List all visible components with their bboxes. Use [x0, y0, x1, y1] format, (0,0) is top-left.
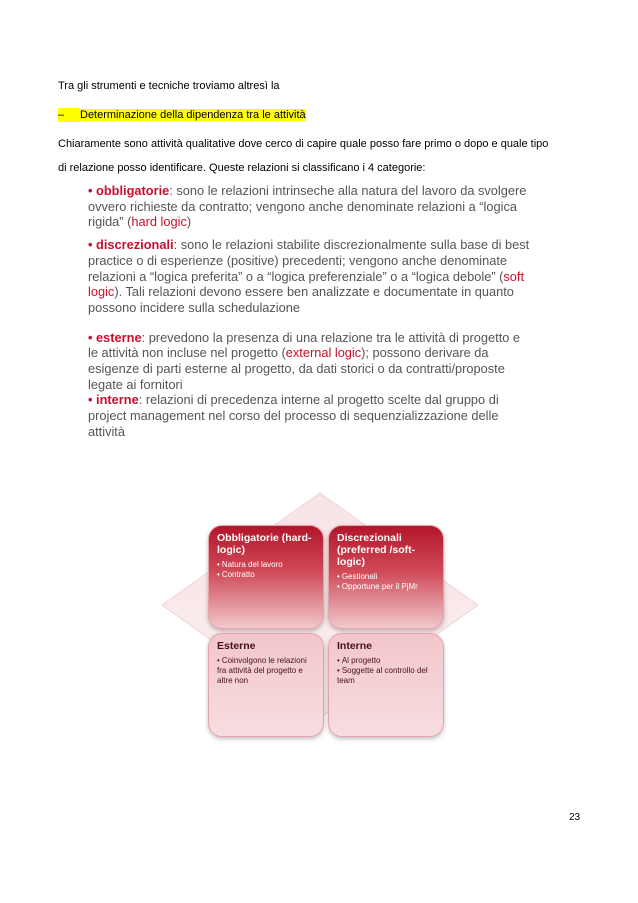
disc-red-2: logic [88, 284, 115, 300]
obbl-text-3: rigida” ( [88, 214, 132, 230]
disc-text-1: : sono le relazioni stabilite discrezionalmente sulla base di best [173, 237, 530, 253]
int-text-2: project management nel corso del processo di sequenzializzazione delle [88, 408, 499, 424]
heading-bullet: – [58, 108, 80, 122]
kw-interne: interne [96, 392, 139, 408]
disc-text-2: practice o di esperienze (positive) precedenti; vengono anche denominate [88, 252, 508, 268]
bullet-dot: • [88, 237, 93, 253]
section-heading [58, 108, 306, 122]
obbl-text-4: ) [186, 214, 192, 230]
kw-obbligatorie: obbligatorie [96, 183, 170, 198]
list-item: • Contratto [217, 570, 315, 580]
list-item: • Natura del lavoro [217, 560, 315, 570]
quadrant-title: Interne [337, 640, 373, 652]
body-line-1: Chiaramente sono attività qualitative dove cerco di capire quale posso fare primo o dopo e quale tipo [58, 138, 549, 150]
quadrant-title: Discrezionali (preferred /soft-logic) [337, 532, 416, 568]
item-esterne [88, 330, 533, 393]
bullet-dot: • [88, 392, 93, 408]
list-item: • Coinvolgono le relazioni fra attività del progetto e altre non [217, 656, 315, 686]
disc-red-1: soft [503, 268, 525, 284]
int-text-3: attività [88, 423, 125, 439]
est-text-1: : prevedono la presenza di una relazione tra le attività di progetto e [141, 329, 521, 345]
disc-text-4: ). Tali relazioni devono essere ben analizzate e documentate in quanto [114, 284, 514, 300]
quadrant-esterne [208, 633, 324, 737]
bullet-dot: • [88, 183, 93, 198]
quadrant-interne [328, 633, 444, 737]
heading-text: Determinazione della dipendenza tra le attività [80, 109, 306, 121]
est-text-5: legate ai fornitori [88, 376, 183, 392]
quadrant-discrezionali [328, 525, 444, 629]
item-discrezionali [88, 237, 533, 316]
list-item: • Al progetto [337, 656, 435, 666]
kw-esterne: esterne [96, 329, 142, 345]
matrix-diagram [160, 490, 480, 760]
est-text-2: le attività non incluse nel progetto ( [88, 345, 286, 361]
quadrant-title: Obbligatorie (hard-logic) [217, 532, 312, 556]
obbl-red: hard logic [131, 214, 187, 230]
obbl-text-2: ovvero richieste da contratto; vengono anche denominate relazioni a “logica [88, 198, 517, 214]
item-interne [88, 392, 533, 439]
list-item: • Opportune per il PjMr [337, 582, 435, 592]
categories-slide [88, 183, 533, 440]
bullet-dot: • [88, 329, 93, 345]
body-line-2: di relazione posso identificare. Queste relazioni si classificano i 4 categorie: [58, 162, 426, 174]
quadrant-list [337, 572, 435, 592]
kw-discrezionali: discrezionali [96, 237, 174, 253]
quadrant-obbligatorie [208, 525, 324, 629]
obbl-text-1: : sono le relazioni intrinseche alla natura del lavoro da svolgere [169, 183, 527, 198]
int-text-1: : relazioni di precedenza interne al progetto scelte dal gruppo di [138, 392, 499, 408]
quadrant-list [337, 656, 435, 686]
est-text-3: ); possono derivare da [361, 345, 489, 361]
item-obbligatorie [88, 183, 533, 230]
quadrant-list [217, 656, 315, 686]
disc-text-3: relazioni a “logica preferita” o a “logica preferenziale” o a “logica debole” ( [88, 268, 504, 284]
list-item: • Soggette al controllo del team [337, 666, 435, 686]
disc-text-5: possono incidere sulla schedulazione [88, 299, 300, 315]
intro-text: Tra gli strumenti e tecniche troviamo altresì la [58, 80, 280, 92]
quadrant-list [217, 560, 315, 580]
list-item: • Gestionali [337, 572, 435, 582]
page-number: 23 [569, 812, 581, 823]
est-text-4: esigenze di parti esterne al progetto, da dati storici o da contratti/proposte [88, 361, 505, 377]
quadrant-title: Esterne [217, 640, 256, 652]
est-red: external logic [285, 345, 362, 361]
